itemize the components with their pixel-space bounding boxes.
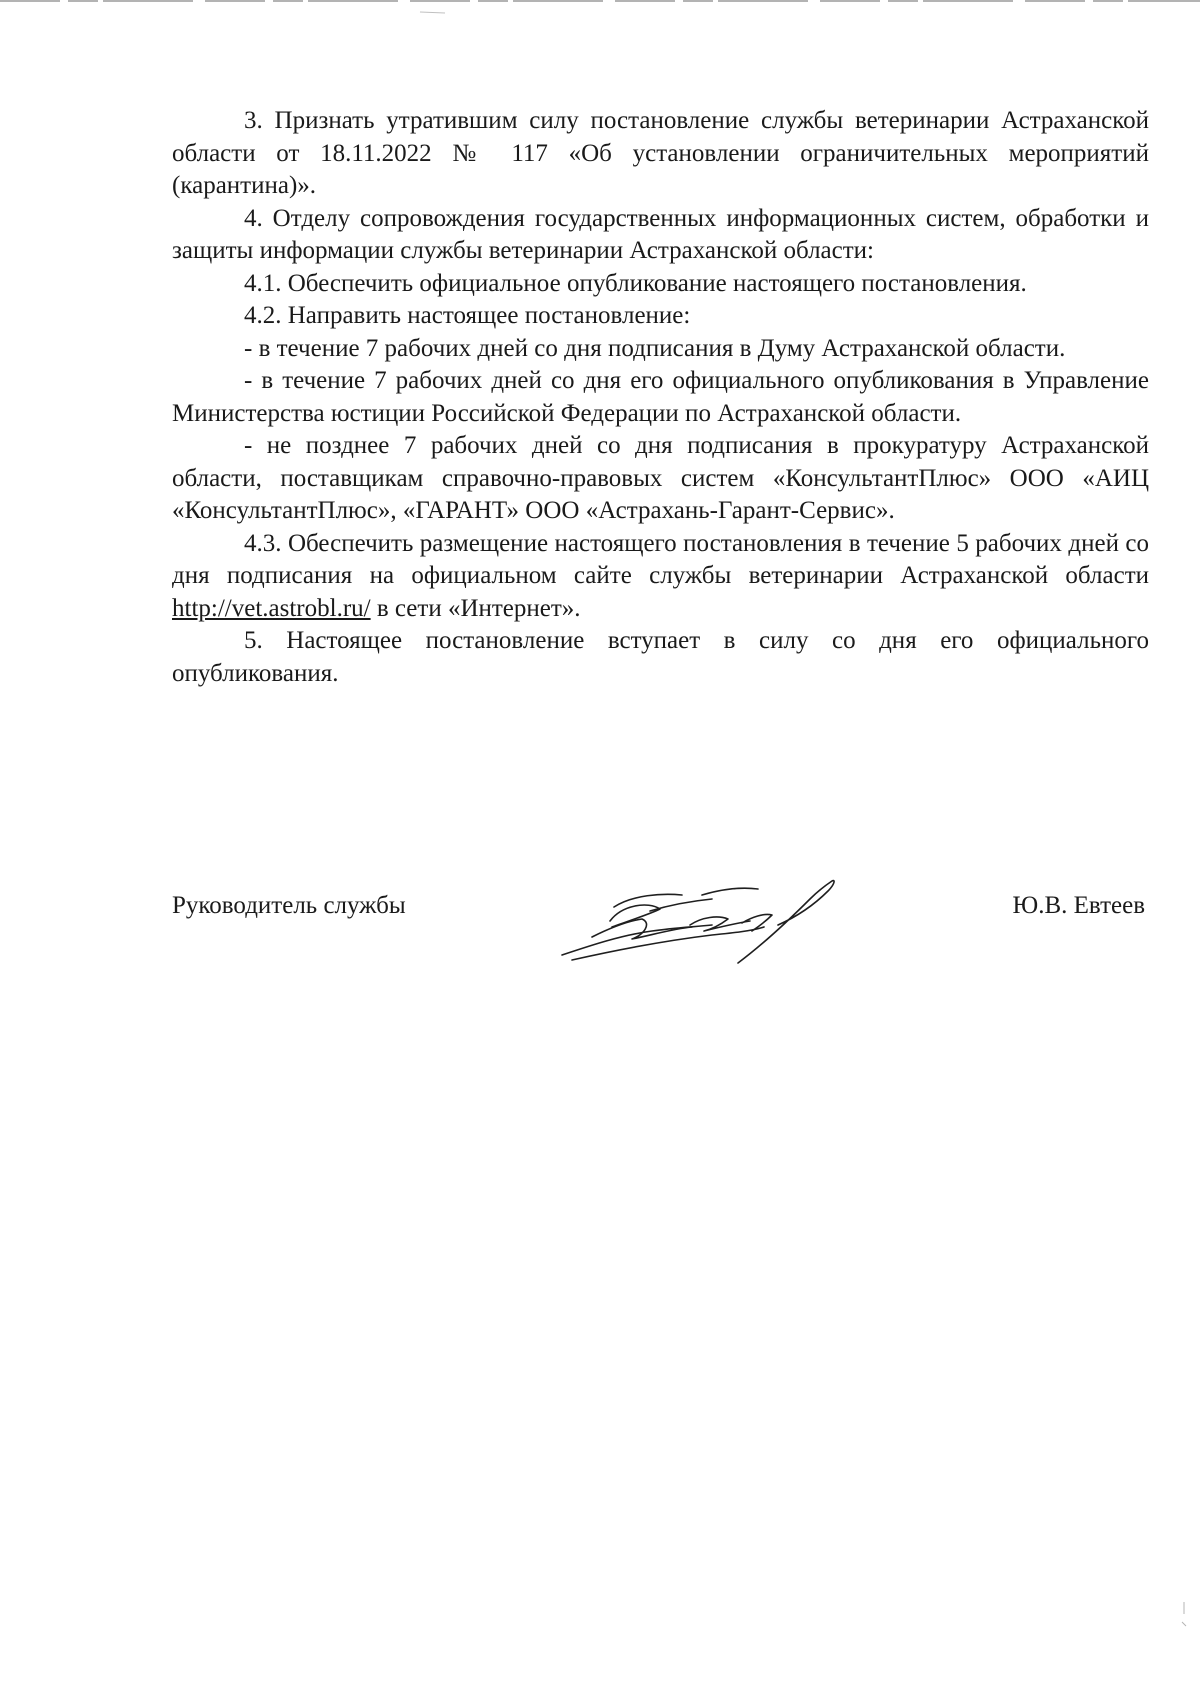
paragraph-4: 4. Отделу сопровождения государственных информационных систем, обработки и защиты информации службы ветеринарии Астраханской области: <box>172 204 1149 264</box>
paragraph-4-3-tail: в сети «Интернет». <box>370 594 581 622</box>
paragraph-4-2-item-ministry: - в течение 7 рабочих дней со дня его официального опубликования в Управление Министерства юстиции Российской Федерации по Астраханской области. <box>172 367 1149 427</box>
paragraph-4-2-item-prosecutor: - не позднее 7 рабочих дней со дня подписания в прокуратуру Астраханской области, поставщикам справочно-правовых систем «КонсультантПлюс» ООО «АИЦ «КонсультантПлюс», «ГАРАНТ» ООО «Астрахань-Гарант-Сервис». <box>172 432 1149 524</box>
scan-artifact-margin <box>1178 1600 1190 1640</box>
paragraph-3: 3. Признать утратившим силу постановление службы ветеринарии Астраханской области от 18.11.2022 № 117 «Об установлении ограничительных мероприятий (карантина)». <box>172 107 1149 199</box>
paragraph-4-2: 4.2. Направить настоящее постановление: <box>244 302 691 329</box>
document-body <box>172 105 1149 690</box>
signatory-title: Руководитель службы <box>172 892 406 919</box>
signature-block <box>172 865 1149 975</box>
handwritten-signature <box>552 865 852 975</box>
paragraph-4-1: 4.1. Обеспечить официальное опубликование настоящего постановления. <box>244 269 1027 297</box>
scan-artifact-top <box>0 0 1200 14</box>
website-link[interactable]: http://vet.astrobl.ru/ <box>172 594 371 622</box>
paragraph-4-3-text: 4.3. Обеспечить размещение настоящего постановления в течение 5 рабочих дней со дня подписания на официальном сайте службы ветеринарии Астраханской области <box>172 529 1149 589</box>
paragraph-5: 5. Настоящее постановление вступает в силу со дня его официального опубликования. <box>172 627 1149 687</box>
signatory-name: Ю.В. Евтеев <box>1012 892 1145 919</box>
paragraph-4-3 <box>172 528 1149 626</box>
paragraph-4-2-item-duma: - в течение 7 рабочих дней со дня подписания в Думу Астраханской области. <box>244 334 1066 362</box>
